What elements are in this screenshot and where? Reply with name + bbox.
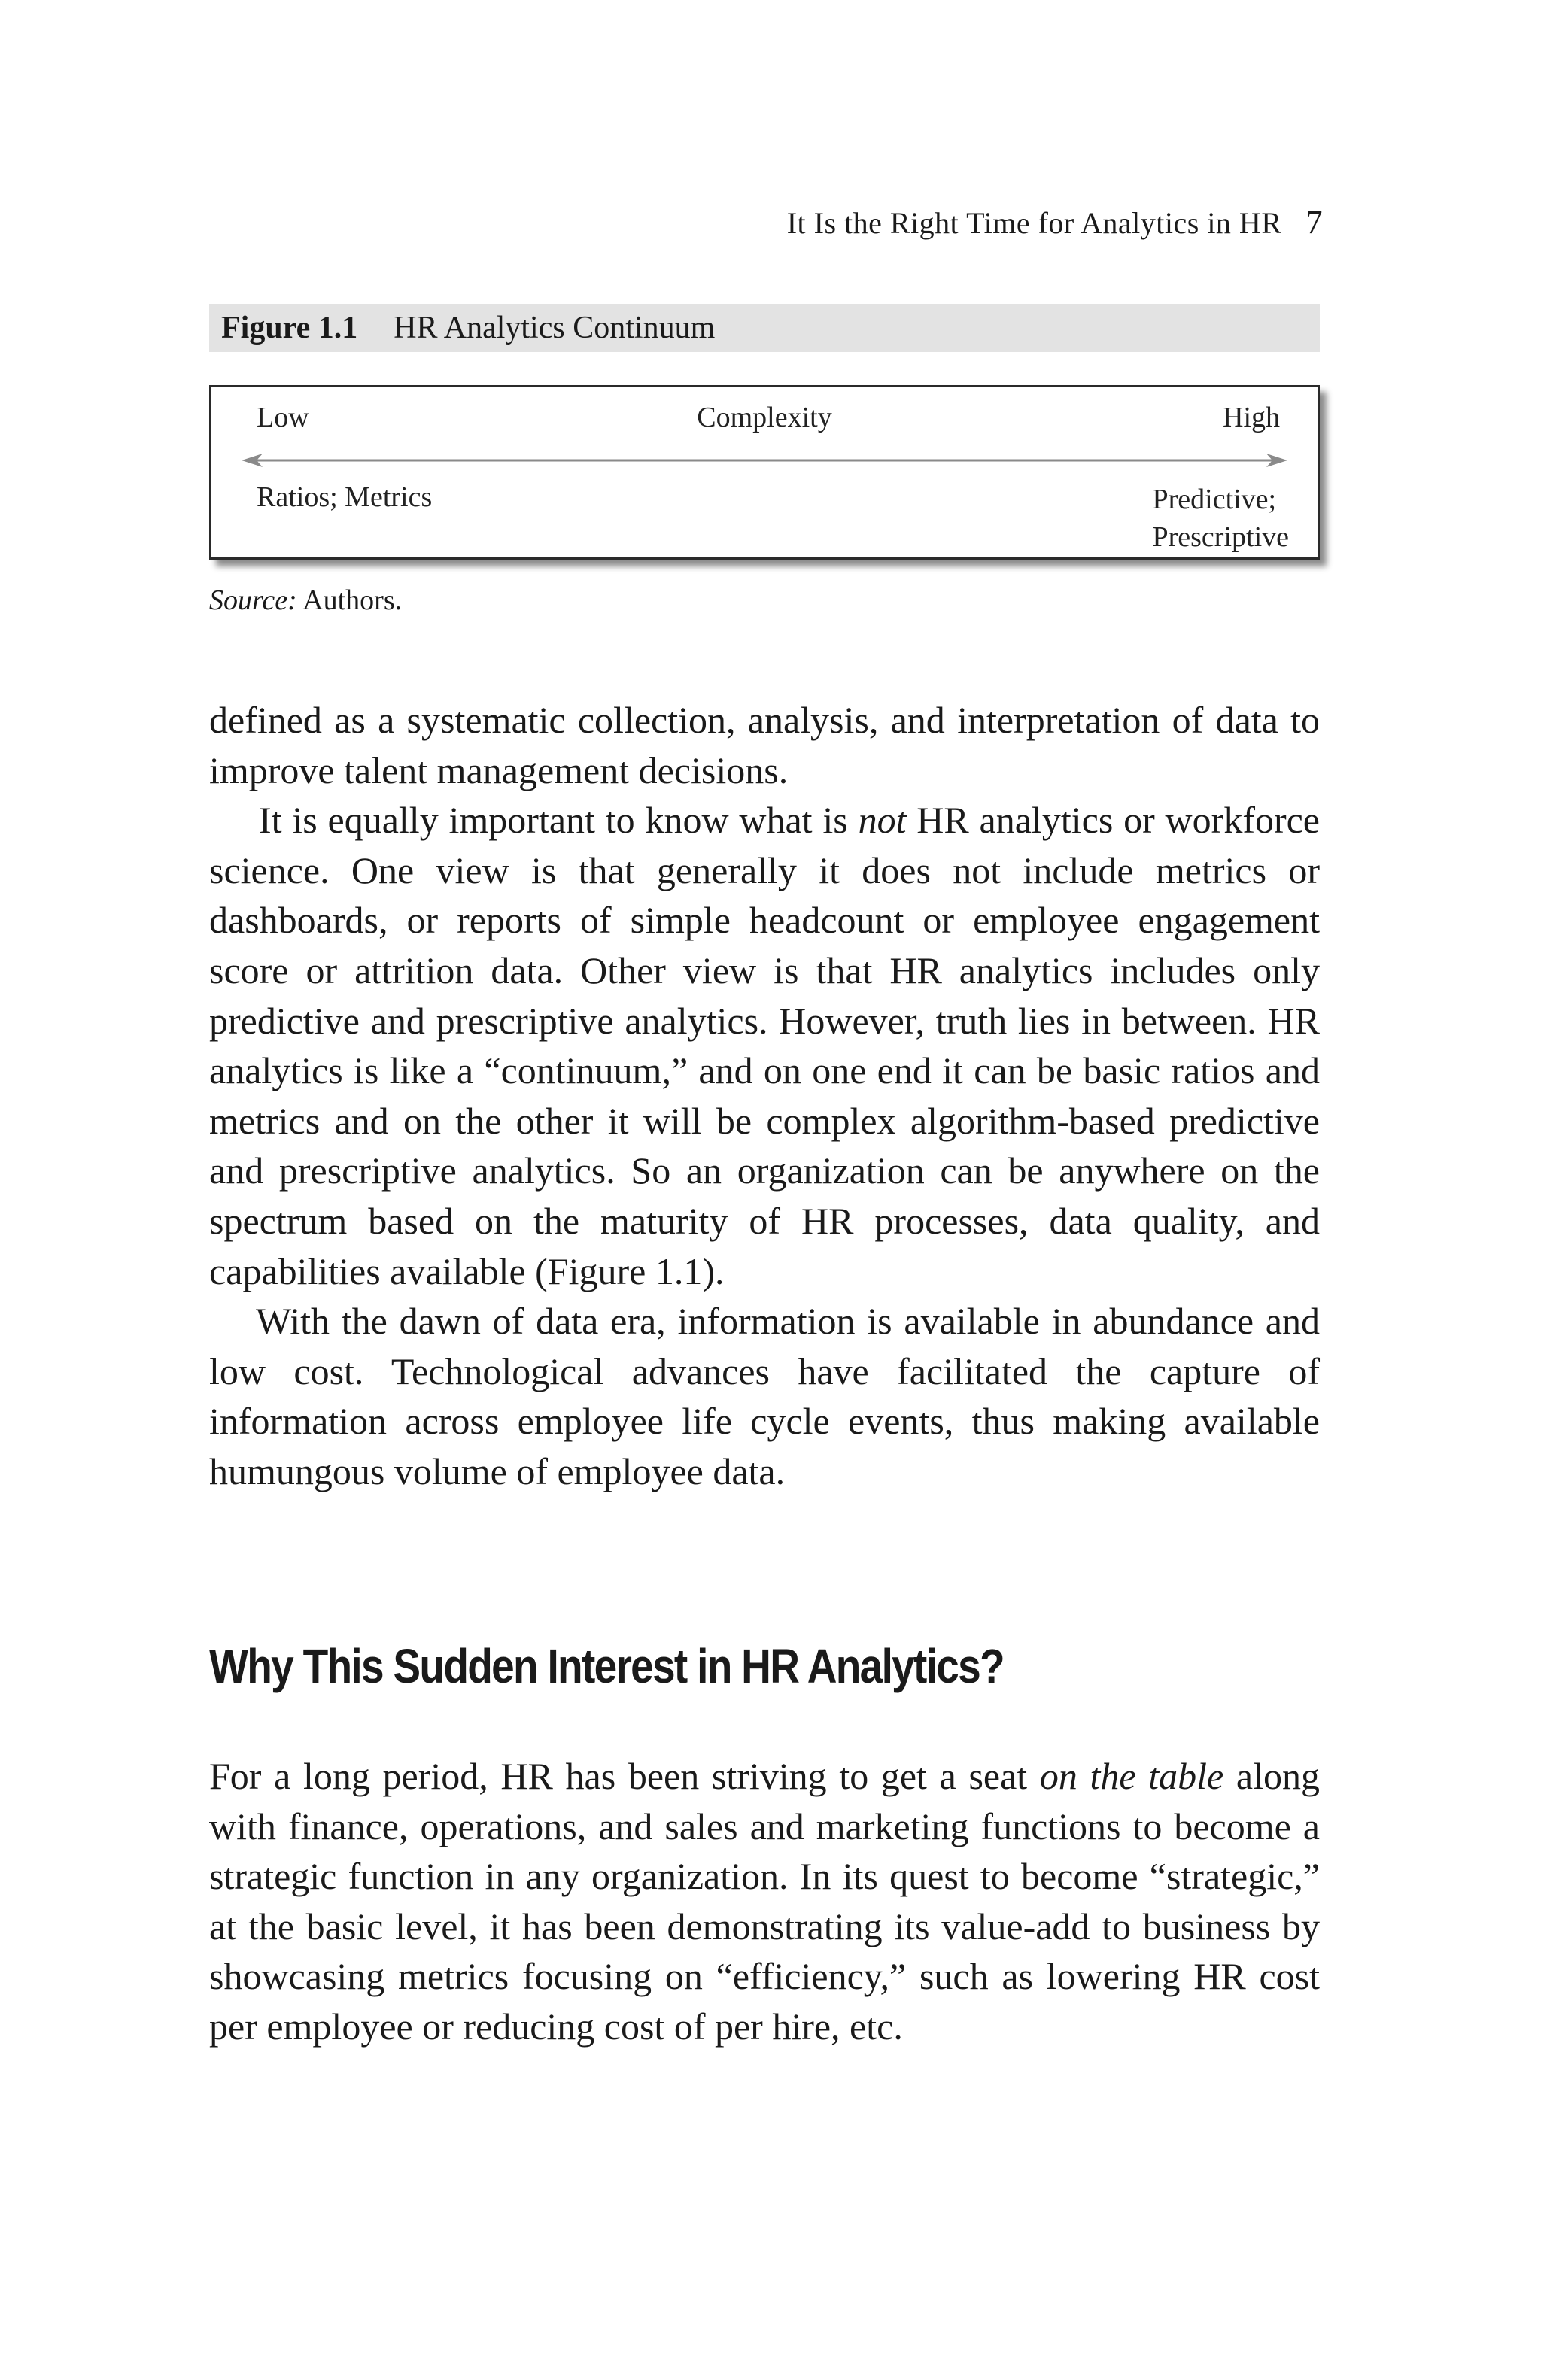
sp1-text-before: For a long period, HR has been striving to get a seat [209,1755,1040,1797]
section-body [209,1751,1320,2052]
page-number: 7 [1305,204,1323,241]
complexity-label: Complexity [697,402,832,433]
p2-text-after: HR analytics or workforce science. One view is that generally it does not include metrics or dashboards, or reports of simple headcount or employee engagement score or attrition data. Other view is that HR analytics includes only predictive and prescriptive analytics. However, truth lies in between. HR analytics is like a “continuum,” and on one end it can be basic ratios and metrics and on the other it will be complex algorithm-based predictive and prescriptive analytics. So an organization can be anywhere on the spectrum based on the maturity of HR processes, data quality, and capabilities available (Figure 1.1). [209,799,1321,1292]
p2-emphasis: not [858,799,907,842]
double-arrow-icon [242,449,1287,472]
paragraph-2 [209,795,1320,1296]
running-head-title: It Is the Right Time for Analytics in HR [786,206,1282,240]
p2-text-before: It is equally important to know what is [259,799,859,842]
section-paragraph-1 [209,1751,1320,2052]
sp1-text-after: along with finance, operations, and sales and marketing functions to become a strategic function in any organization. In its quest to become “strategic,” at the basic level, it has been demonstrating its value-add to business by showcasing metrics focusing on “efficiency,” such as lowering HR cost per employee or reducing cost of per hire, etc. [209,1755,1320,2048]
running-head [787,203,1323,241]
ratios-metrics-label: Ratios; Metrics [257,481,433,513]
low-label: Low [257,402,309,433]
figure-source [209,584,402,617]
high-label: High [1223,402,1280,433]
figure-caption [209,304,1320,352]
source-text: Authors. [302,584,403,616]
prescriptive-label: Prescriptive [1152,521,1289,553]
paragraph-3: With the dawn of data era, information is available in abundance and low cost. Technological advances have facilitated the capture of information across employee life cycle events, thus making available humungous volume of employee data. [209,1300,1320,1492]
predictive-prescriptive-label [1152,481,1289,556]
section-heading: Why This Sudden Interest in HR Analytics? [209,1639,1004,1693]
sp1-emphasis: on the table [1039,1755,1224,1797]
predictive-label: Predictive; [1152,484,1277,515]
figure-label: Figure 1.1 [221,311,358,345]
body-text [209,695,1320,1497]
source-prefix: Source: [209,584,297,616]
paragraph-1: defined as a systematic collection, analysis, and interpretation of data to improve talent management decisions. [209,699,1320,791]
figure-title: HR Analytics Continuum [394,311,716,345]
figure-continuum-diagram [209,385,1320,560]
